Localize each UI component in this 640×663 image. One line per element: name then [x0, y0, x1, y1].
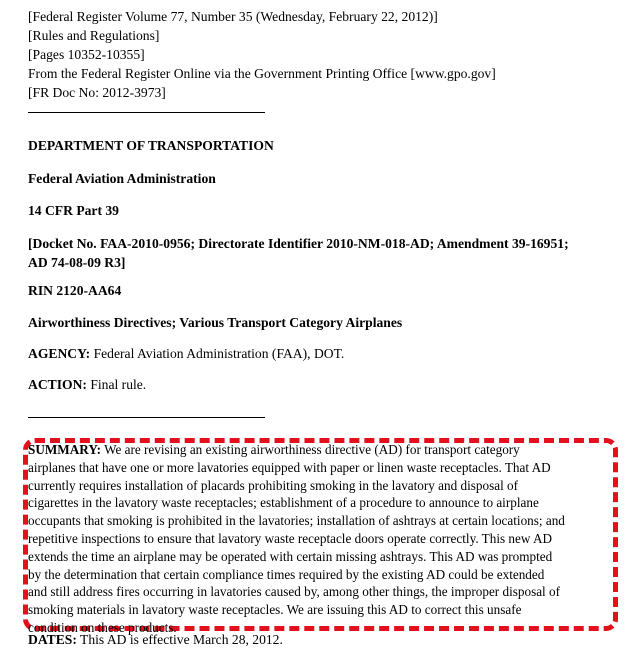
action-label: ACTION: — [28, 377, 87, 392]
header-line-pages: [Pages 10352-10355] — [28, 47, 145, 62]
summary-paragraph — [28, 441, 614, 637]
docket-line: AD 74-08-09 R3] — [28, 255, 126, 270]
dates-text: This AD is effective March 28, 2012. — [76, 632, 283, 647]
summary-line: smoking materials in lavatory waste receptacles. We are issuing this AD to correct this unsafe — [28, 602, 522, 618]
agency-text: Federal Aviation Administration (FAA), DOT. — [90, 346, 345, 361]
department-heading: DEPARTMENT OF TRANSPORTATION — [28, 138, 274, 153]
header-line-doc-no: [FR Doc No: 2012-3973] — [28, 85, 166, 100]
docket-line: [Docket No. FAA-2010-0956; Directorate Identifier 2010-NM-018-AD; Amendment 39-16951; — [28, 236, 569, 251]
header-line-source: From the Federal Register Online via the Government Printing Office [www.gpo.gov] — [28, 66, 496, 81]
summary-line: airplanes that have one or more lavatories equipped with paper or linen waste receptacles. That AD — [28, 459, 551, 475]
dates-label: DATES: — [28, 632, 77, 647]
action-text: Final rule. — [86, 377, 147, 392]
agency-label: AGENCY: — [28, 346, 91, 361]
header-line-volume: [Federal Register Volume 77, Number 35 (Wednesday, February 22, 2012)] — [28, 9, 438, 24]
action-line — [28, 376, 146, 394]
summary-line: currently requires installation of placards prohibiting smoking in the lavatory and disposal of — [28, 477, 519, 493]
summary-line: cigarettes in the lavatory waste receptacles; establishment of a procedure to announce to airplane — [28, 495, 539, 511]
summary-line: and still address fires occurring in lavatories caused by, among other things, the improper disposal of — [28, 584, 561, 600]
rin-heading: RIN 2120-AA64 — [28, 283, 122, 298]
summary-line: occupants that smoking is prohibited in the lavatories; installation of ashtrays at certain locations; and — [28, 513, 565, 529]
summary-first-line — [28, 441, 614, 459]
dates-line — [28, 631, 283, 649]
docket-heading — [28, 234, 628, 272]
register-header — [28, 7, 496, 102]
cfr-part-heading: 14 CFR Part 39 — [28, 203, 119, 218]
administration-heading: Federal Aviation Administration — [28, 171, 216, 186]
subject-heading: Airworthiness Directives; Various Transport Category Airplanes — [28, 315, 403, 330]
header-line-section: [Rules and Regulations] — [28, 28, 160, 43]
summary-line: condition on these products. — [28, 619, 177, 635]
agency-line — [28, 345, 344, 363]
summary-line: repetitive inspections to ensure that lavatory waste receptacle doors operate correctly. This new AD — [28, 530, 553, 546]
summary-line: by the determination that certain compliance times required by the existing AD could be extended — [28, 566, 545, 582]
separator-rule-top — [28, 112, 265, 113]
summary-label: SUMMARY: — [28, 442, 102, 457]
separator-rule-bottom — [28, 417, 265, 418]
summary-line: extends the time an airplane may be operated with certain missing ashtrays. This AD was prompted — [28, 548, 553, 564]
summary-first-line-text: We are revising an existing airworthiness directive (AD) for transport category — [101, 442, 520, 457]
